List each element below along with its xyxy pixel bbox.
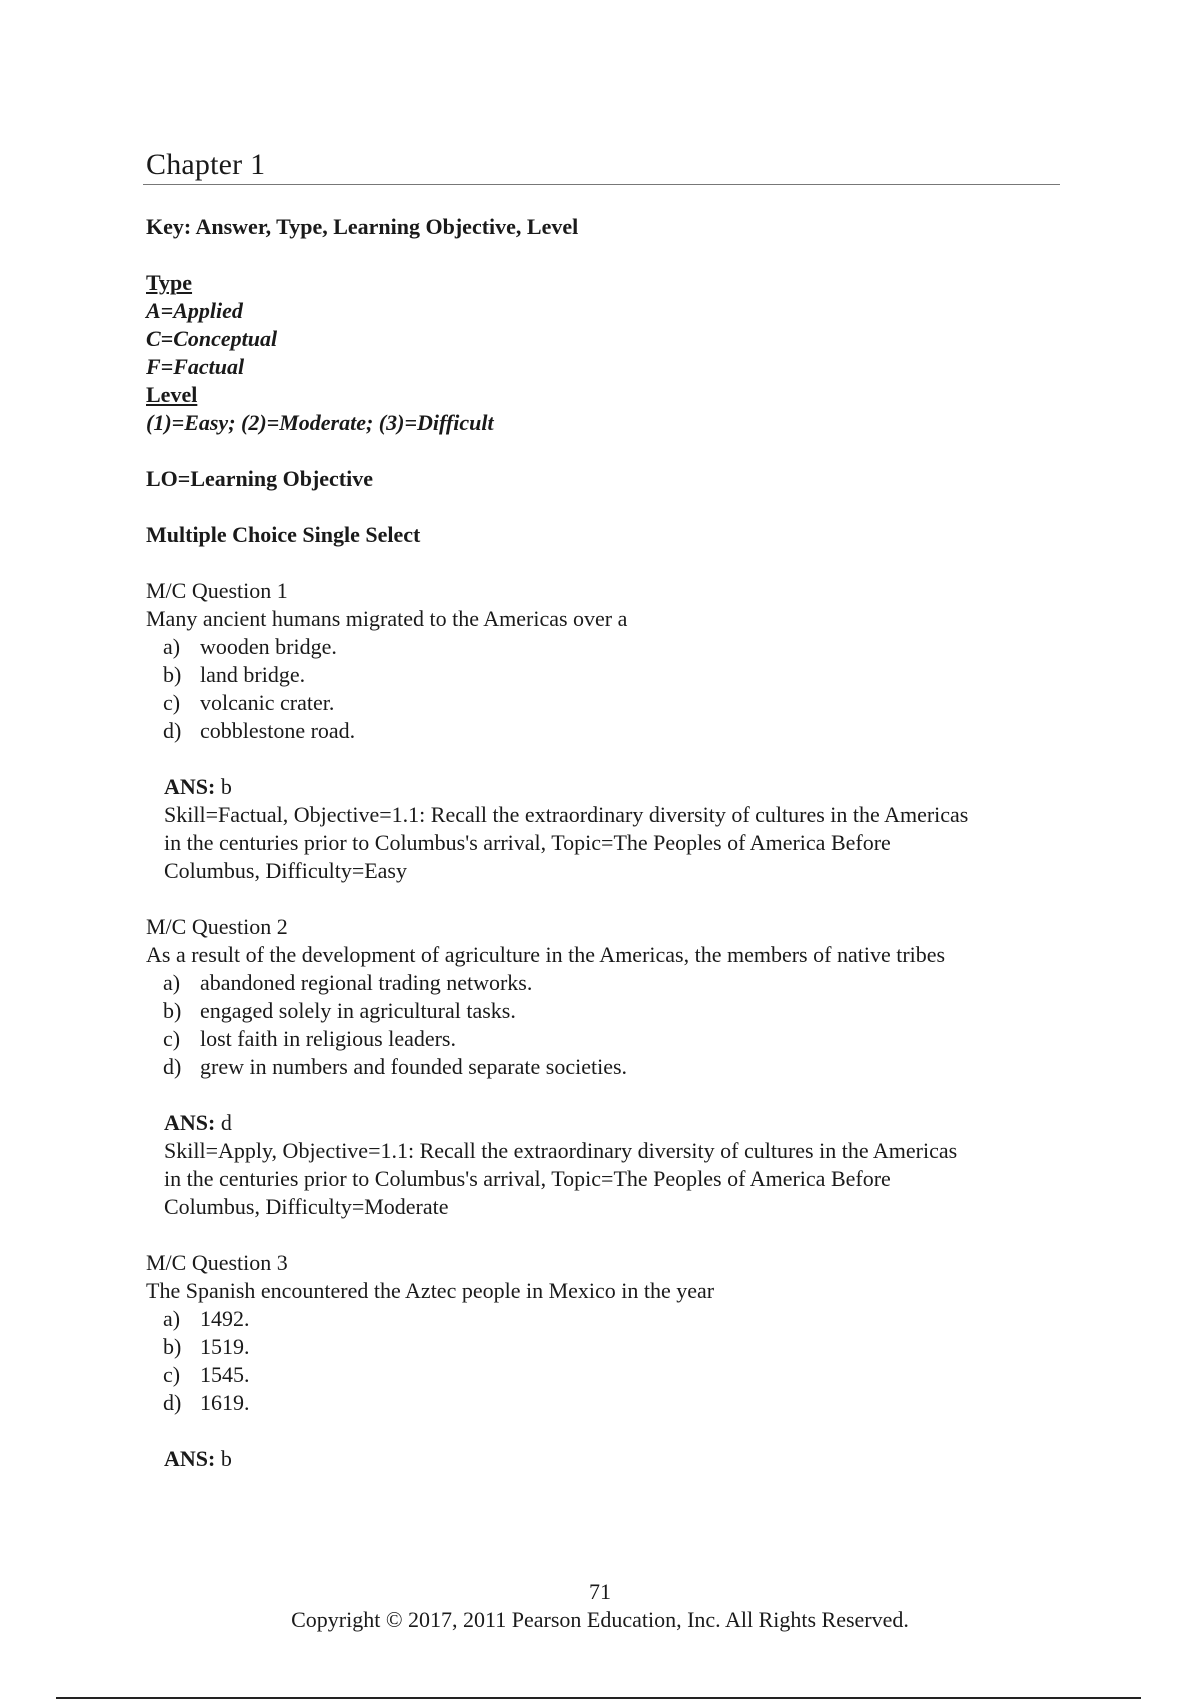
option-b: b) engaged solely in agricultural tasks. bbox=[163, 998, 516, 1023]
document-body bbox=[146, 213, 1060, 1473]
page-number: 71 bbox=[589, 1579, 611, 1604]
question-stem: Many ancient humans migrated to the Americas over a bbox=[146, 606, 628, 631]
answer-block bbox=[146, 1109, 1060, 1221]
type-item-factual: F=Factual bbox=[146, 354, 245, 379]
chapter-title: Chapter 1 bbox=[146, 148, 266, 181]
level-line: (1)=Easy; (2)=Moderate; (3)=Difficult bbox=[146, 410, 494, 435]
option-b: b) land bridge. bbox=[163, 662, 306, 687]
question-stem: The Spanish encountered the Aztec people in Mexico in the year bbox=[146, 1278, 715, 1303]
answer-line: ANS: b bbox=[164, 774, 232, 799]
type-item-conceptual: C=Conceptual bbox=[146, 326, 278, 351]
option-c: c) volcanic crater. bbox=[163, 690, 335, 715]
option-d: d) grew in numbers and founded separate societies. bbox=[163, 1054, 628, 1079]
page-footer bbox=[0, 1578, 1200, 1634]
question-3 bbox=[146, 1249, 1060, 1473]
answer-meta-line: in the centuries prior to Columbus's arrival, Topic=The Peoples of America Before bbox=[164, 1166, 891, 1191]
option-a: a) abandoned regional trading networks. bbox=[163, 970, 533, 995]
answer-line: ANS: b bbox=[164, 1446, 232, 1471]
answer-meta-line: Columbus, Difficulty=Moderate bbox=[164, 1194, 449, 1219]
question-label: M/C Question 2 bbox=[146, 914, 288, 939]
option-d: d) cobblestone road. bbox=[163, 718, 356, 743]
key-line: Key: Answer, Type, Learning Objective, Level bbox=[146, 214, 579, 239]
options-list bbox=[146, 633, 1060, 745]
option-a: a) 1492. bbox=[163, 1306, 250, 1331]
type-item-applied: A=Applied bbox=[146, 298, 243, 323]
question-1 bbox=[146, 577, 1060, 885]
answer-block bbox=[146, 773, 1060, 885]
answer-meta-line: Columbus, Difficulty=Easy bbox=[164, 858, 407, 883]
option-c: c) 1545. bbox=[163, 1362, 250, 1387]
level-heading: Level bbox=[146, 382, 198, 407]
lo-line: LO=Learning Objective bbox=[146, 466, 374, 491]
answer-meta-line: in the centuries prior to Columbus's arrival, Topic=The Peoples of America Before bbox=[164, 830, 891, 855]
option-a: a) wooden bridge. bbox=[163, 634, 337, 659]
page-edge-line bbox=[56, 1697, 1141, 1699]
options-list bbox=[146, 969, 1060, 1081]
type-heading: Type bbox=[146, 270, 193, 295]
question-label: M/C Question 1 bbox=[146, 578, 288, 603]
section-heading: Multiple Choice Single Select bbox=[146, 522, 421, 547]
answer-line: ANS: d bbox=[164, 1110, 232, 1135]
answer-meta-line: Skill=Factual, Objective=1.1: Recall the extraordinary diversity of cultures in the Americas bbox=[164, 802, 969, 827]
question-stem: As a result of the development of agriculture in the Americas, the members of native tribes bbox=[146, 942, 946, 967]
option-b: b) 1519. bbox=[163, 1334, 250, 1359]
options-list bbox=[146, 1305, 1060, 1417]
question-label: M/C Question 3 bbox=[146, 1250, 288, 1275]
answer-meta-line: Skill=Apply, Objective=1.1: Recall the extraordinary diversity of cultures in the Americas bbox=[164, 1138, 958, 1163]
answer-block bbox=[146, 1445, 1060, 1473]
option-d: d) 1619. bbox=[163, 1390, 250, 1415]
copyright-notice: Copyright © 2017, 2011 Pearson Education, Inc. All Rights Reserved. bbox=[291, 1607, 909, 1632]
chapter-divider bbox=[143, 184, 1060, 185]
option-c: c) lost faith in religious leaders. bbox=[163, 1026, 456, 1051]
question-2 bbox=[146, 913, 1060, 1221]
